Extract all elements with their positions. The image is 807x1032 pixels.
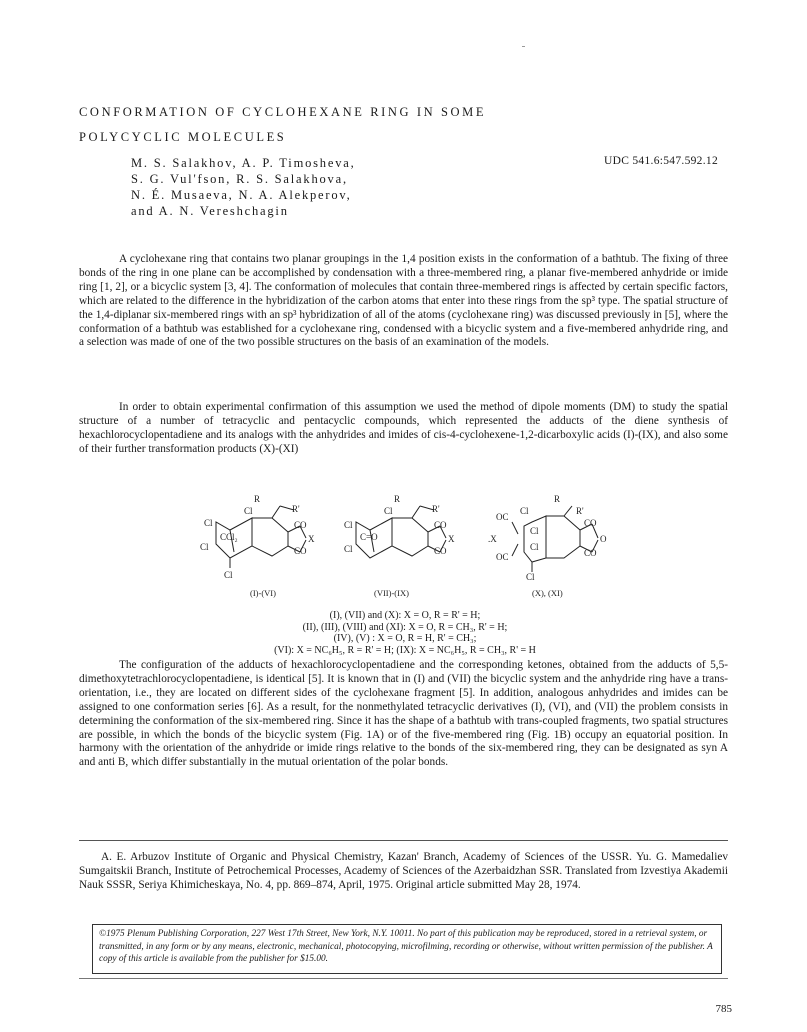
structure-label-3: (X), (XI) (532, 588, 563, 598)
udc-code: UDC 541.6:547.592.12 (604, 155, 718, 167)
atom-cl-2c: Cl (344, 544, 353, 554)
atom-cl-1b: Cl (204, 518, 213, 528)
page-number: 785 (715, 1003, 732, 1015)
atom-co-1b: CO (294, 546, 307, 556)
atom-co-2b: CO (434, 546, 447, 556)
atom-r-2: R (394, 494, 401, 504)
atom-co-2a: CO (434, 520, 447, 530)
bottom-divider (79, 978, 728, 979)
author-list (131, 155, 356, 219)
paragraph-2 (79, 401, 728, 457)
atom-co-1a: CO (294, 520, 307, 530)
atom-cl-2a: Cl (384, 506, 393, 516)
paragraph-3 (79, 659, 728, 770)
atom-cl-3d: Cl (526, 572, 535, 582)
title-line-1: CONFORMATION OF CYCLOHEXANE RING IN SOME (79, 105, 487, 119)
structure-label-2: (VII)-(IX) (374, 588, 409, 598)
author-line-2: S. G. Vul'fson, R. S. Salakhova, (131, 172, 348, 186)
structure-label-1: (I)-(VI) (250, 588, 276, 598)
paragraph-3-text: The configuration of the adducts of hexachlorocyclopentadiene and the corresponding ketones, obtained from the adducts of 5,5-dimethoxytetrachlorocyclopentadiene, is identical [5]. It is known that in (I) and (VII) the bicyclic system and the anhydride ring have a trans-orientation, i.e., they are located on different sides of the cyclohexane fragment [5]. In addition, analogous anhydrides and imides can be assigned to one conformation series [6]. As a result, for the nonmethylated tetracyclic derivatives (I), (VI), and (VII) the problem consists in determining the conformation of the six-membered ring. Since it has the shape of a bathtub with trans-coupled fragments, two spatial structures are possible, in which the bonds of the bicyclic system (Fig. 1A) or of the five-membered ring (Fig. 1B) occupy an equatorial position. In harmony with the orientation of the anhydride or imide rings relative to the bonds of the six-membered ring, they can be designated as syn A and anti B, which differ substantially in the mutual orientation of the polar bonds. (79, 659, 728, 769)
atom-oc-3b: OC (496, 552, 509, 562)
author-line-3: N. É. Musaeva, N. A. Alekperov, (131, 188, 352, 202)
affiliation-text: A. E. Arbuzov Institute of Organic and Physical Chemistry, Kazan' Branch, Academy of Sciences of the USSR. Yu. G. Mamedaliev Sumgaitskii Branch, Institute of Petrochemical Processes, Academy of Sciences of the Azerbaidzhan SSR. Translated from Izvestiya Akademii Nauk SSSR, Seriya Khimicheskaya, No. 4, pp. 869–874, April, 1975. Original article submitted May 28, 1974. (79, 851, 728, 891)
legend-line-3: (IV), (V) : X = O, R = H, R' = CH₃; (333, 633, 477, 645)
atom-cl-3a: Cl (520, 506, 529, 516)
affiliation-footnote (79, 850, 728, 892)
atom-co-3b: CO (584, 548, 597, 558)
atom-r-3: R (554, 494, 561, 504)
paragraph-1 (79, 253, 728, 350)
atom-rp-2: R' (432, 504, 440, 514)
atom-x-1: X (308, 534, 315, 544)
atom-ceqo-2: C=O (360, 532, 378, 542)
title-line-2: POLYCYCLIC MOLECULES (79, 130, 287, 144)
paragraph-2-text: In order to obtain experimental confirmation of this assumption we used the method of dipole moments (DM) to study the spatial structure of a number of tetracyclic and pentacyclic compounds, which represented the adducts of the diene synthesis of hexachlorocyclopentadiene and its analogs with the anhydrides and imides of cis-4-cyclohexene-1,2-dicarboxylic acids (I)-(IX), and also some of their further transformation products (X)-(XI) (79, 401, 728, 455)
atom-cl-1a: Cl (244, 506, 253, 516)
figure-legend (150, 610, 660, 656)
atom-oc-3a: OC (496, 512, 509, 522)
atom-cl-2b: Cl (344, 520, 353, 530)
footnote-divider (79, 840, 728, 841)
author-line-1: M. S. Salakhov, A. P. Timosheva, (131, 156, 356, 170)
copyright-box: ©1975 Plenum Publishing Corporation, 227 West 17th Street, New York, N.Y. 10011. No part of this publication may be reproduced, stored in a retrieval system, or transmitted, in any form or by any means, electronic, mechanical, photocopying, microfilming, recording or otherwise, without written permission of the publisher. A copy of this article is available from the publisher for $15.00. (92, 924, 722, 974)
atom-cl-1d: Cl (224, 570, 233, 580)
atom-o-3: O (600, 534, 607, 544)
structure-figure (200, 492, 620, 604)
atom-rp-3: R' (576, 506, 584, 516)
paragraph-1-text: A cyclohexane ring that contains two planar groupings in the 1,4 position exists in the conformation of a bathtub. The fixing of three bonds of the ring in one plane can be accomplished by condensation with a three-membered ring, a planar five-membered anhydride or imide ring [1, 2], or a bicyclic system [3, 4]. The conformation of molecules that contain three-membered rings is affected by certain specific factors, which are related to the difference in the hybridization of the carbon atoms that enter into these rings from the sp³ type. The spatial structure of the 1,4-diplanar six-membered rings with an sp³ hybridization of all of the atoms (cyclohexane ring) was discussed previously in [5], where the conformation of a bathtub was established for a cyclohexane ring, condensed with a bicyclic system and a five-membered anhydride ring, and a selection was made of one of the two possible structures on the basis of an examination of the models. (79, 253, 728, 349)
legend-line-2: (II), (III), (VIII) and (XI): X = O, R = CH₃, R' = H; (302, 621, 508, 633)
legend-line-1: (I), (VII) and (X): X = O, R = R' = H; (329, 610, 481, 621)
atom-r-1: R (254, 494, 261, 504)
scan-mark (522, 46, 525, 47)
article-title (79, 100, 486, 150)
atom-rp-1: R' (292, 504, 300, 514)
atom-x-2: X (448, 534, 455, 544)
atom-cl-3c: Cl (530, 542, 539, 552)
atom-dotx-3: .X (488, 534, 497, 544)
author-line-4: and A. N. Vereshchagin (131, 204, 289, 218)
atom-ccl2-1: CCl₂ (220, 532, 238, 542)
atom-cl-1c: Cl (200, 542, 209, 552)
legend-line-4: (VI): X = NC₆H₅, R = R' = H; (IX): X = NC₆H₅, R = CH₃, R' = H (274, 644, 536, 656)
atom-cl-3b: Cl (530, 526, 539, 536)
atom-co-3a: CO (584, 518, 597, 528)
